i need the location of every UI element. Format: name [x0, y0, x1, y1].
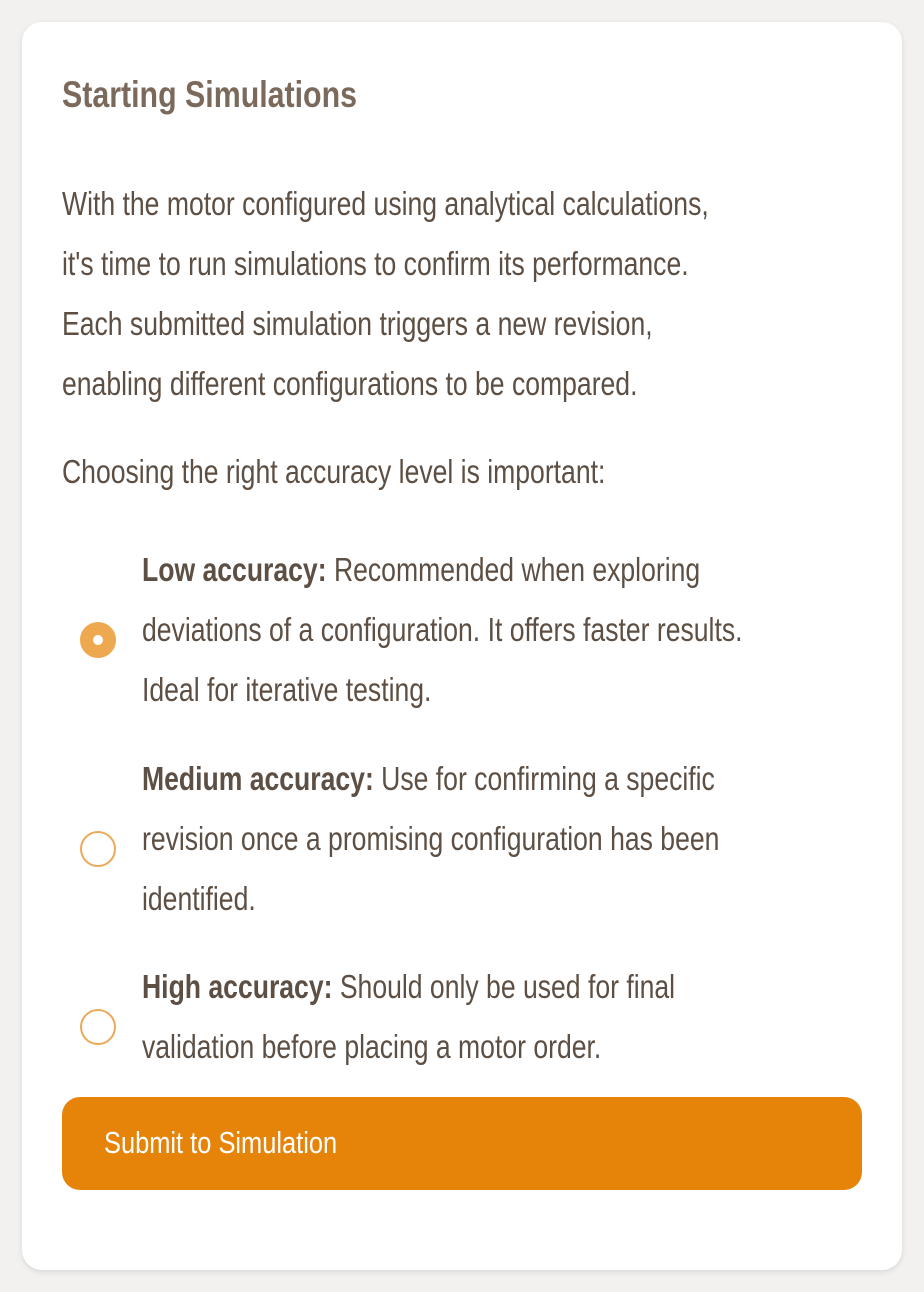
radio-high-accuracy[interactable]	[80, 1009, 116, 1045]
submit-to-simulation-button[interactable]	[62, 1097, 862, 1190]
accuracy-option-text	[142, 540, 924, 720]
radio-low-accuracy[interactable]	[80, 622, 116, 658]
simulation-card	[22, 22, 902, 1270]
intro-line: Each submitted simulation triggers a new revision,	[62, 305, 653, 342]
accuracy-option-desc: identified.	[142, 880, 256, 917]
accuracy-option-text	[142, 749, 924, 929]
intro-text	[62, 174, 867, 414]
accuracy-option-desc: Recommended when exploring	[326, 551, 701, 588]
accuracy-option-desc: revision once a promising configuration has been	[142, 820, 720, 857]
intro-line: enabling different configurations to be compared.	[62, 365, 638, 402]
accuracy-option-label: Low accuracy:	[142, 551, 327, 588]
accuracy-lead-text: Choosing the right accuracy level is important:	[62, 453, 606, 490]
intro-line: it's time to run simulations to confirm its performance.	[62, 245, 689, 282]
accuracy-option-desc: Should only be used for final	[332, 968, 676, 1005]
accuracy-option-desc: validation before placing a motor order.	[142, 1028, 602, 1065]
accuracy-option-label: Medium accuracy:	[142, 760, 374, 797]
submit-button-label: Submit to Simulation	[104, 1125, 338, 1160]
accuracy-option-desc: deviations of a configuration. It offers faster results.	[142, 611, 743, 648]
accuracy-option-desc: Ideal for iterative testing.	[142, 671, 432, 708]
accuracy-option-desc: Use for confirming a specific	[373, 760, 715, 797]
accuracy-option-text	[142, 957, 924, 1077]
accuracy-option-label: High accuracy:	[142, 968, 333, 1005]
accuracy-option-high[interactable]	[80, 957, 880, 1077]
accuracy-option-low[interactable]	[80, 540, 880, 720]
radio-medium-accuracy[interactable]	[80, 831, 116, 867]
intro-line: With the motor configured using analytical calculations,	[62, 185, 709, 222]
accuracy-option-medium[interactable]	[80, 749, 880, 929]
card-title: Starting Simulations	[62, 74, 358, 115]
